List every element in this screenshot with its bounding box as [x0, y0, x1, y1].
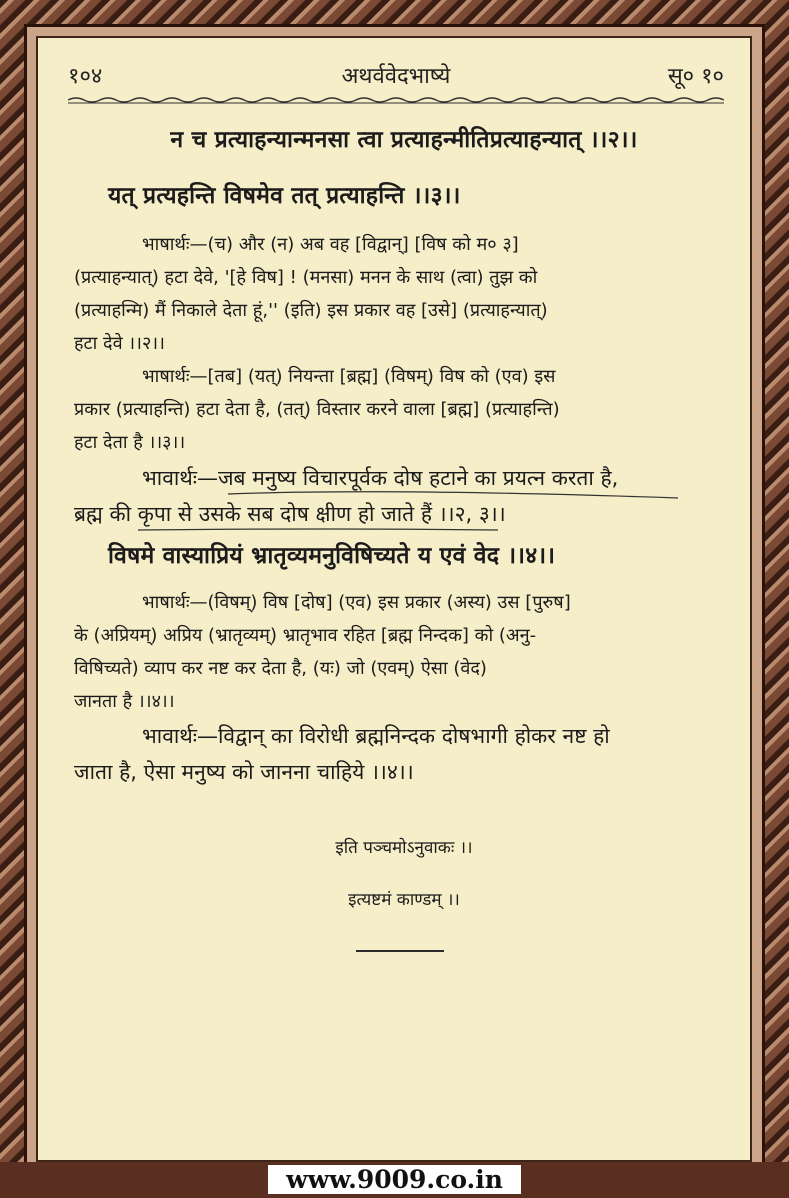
colophon-anuvaka: इति पञ्चमोऽनुवाकः ।।: [335, 838, 473, 858]
header-rule: [68, 96, 724, 104]
end-separator: [356, 950, 444, 952]
bhavartha-23-line-2: ब्रह्म की कृपा से उसके सब दोष क्षीण हो जाते हैं ।।२, ३।।: [74, 502, 506, 526]
bhashartha-2-line-3: (प्रत्याहन्मि) मैं निकाले देता हूं,'' (इति) इस प्रकार वह [उसे] (प्रत्याहन्यात्): [74, 300, 548, 321]
sukta-number: सू० १०: [667, 64, 724, 89]
bhashartha-2-line-1: भाषार्थः—(च) और (न) अब वह [विद्वान्] [विष को म० ३]: [142, 234, 519, 255]
bhavartha-4-line-2: जाता है, ऐसा मनुष्य को जानना चाहिये ।।४।।: [74, 760, 414, 784]
bhashartha-3-line-2: प्रकार (प्रत्याहन्ति) हटा देता है, (तत्) विस्तार करने वाला [ब्रह्म] (प्रत्याहन्ति): [74, 399, 560, 420]
mantra-3: यत् प्रत्यहन्ति विषमेव तत् प्रत्याहन्ति ।।३।।: [108, 183, 461, 209]
bhashartha-4-line-2: के (अप्रियम्) अप्रिय (भ्रातृव्यम्) भ्रातृभाव रहित [ब्रह्म निन्दक] को (अनु-: [74, 625, 537, 646]
book-title: अथर्ववेदभाष्ये: [341, 64, 451, 89]
colophon-kanda: इत्यष्टमं काण्डम् ।।: [348, 890, 460, 910]
bhashartha-3-line-3: हटा देता है ।।३।।: [74, 432, 186, 453]
mantra-4: विषमे वास्याप्रियं भ्रातृव्यमनुविषिच्यते य एवं वेद ।।४।।: [108, 543, 556, 569]
bhavartha-4-line-1: भावार्थः—विद्वान् का विरोधी ब्रह्मनिन्दक दोषभागी होकर नष्ट हो: [142, 724, 610, 748]
footer-website: [0, 1165, 789, 1194]
bhashartha-4-line-3: विषिच्यते) व्याप कर नष्ट कर देता है, (यः) जो (एवम्) ऐसा (वेद): [74, 658, 487, 679]
page-header: [68, 60, 724, 100]
page-number: १०४: [68, 64, 103, 89]
bhashartha-3-line-1: भाषार्थः—[तब] (यत्) नियन्ता [ब्रह्म] (विषम्) विष को (एव) इस: [142, 366, 556, 387]
website-url: www.9009.co.in: [268, 1165, 521, 1194]
bhashartha-4-line-1: भाषार्थः—(विषम्) विष [दोष] (एव) इस प्रकार (अस्य) उस [पुरुष]: [142, 592, 571, 613]
book-page: [36, 36, 752, 1162]
bhavartha-23-line-1: भावार्थः—जब मनुष्य विचारपूर्वक दोष हटाने का प्रयत्न करता है,: [142, 466, 619, 490]
bhashartha-2-line-2: (प्रत्याहन्यात्) हटा देवे, '[हे विष] ! (मनसा) मनन के साथ (त्वा) तुझ को: [74, 267, 538, 288]
handwritten-underline: [138, 468, 698, 538]
bhashartha-4-line-4: जानता है ।।४।।: [74, 691, 175, 712]
mantra-2: न च प्रत्याहन्यान्मनसा त्वा प्रत्याहन्मीतिप्रत्याहन्यात् ।।२।।: [170, 127, 638, 153]
bhashartha-2-line-4: हटा देवे ।।२।।: [74, 333, 165, 354]
